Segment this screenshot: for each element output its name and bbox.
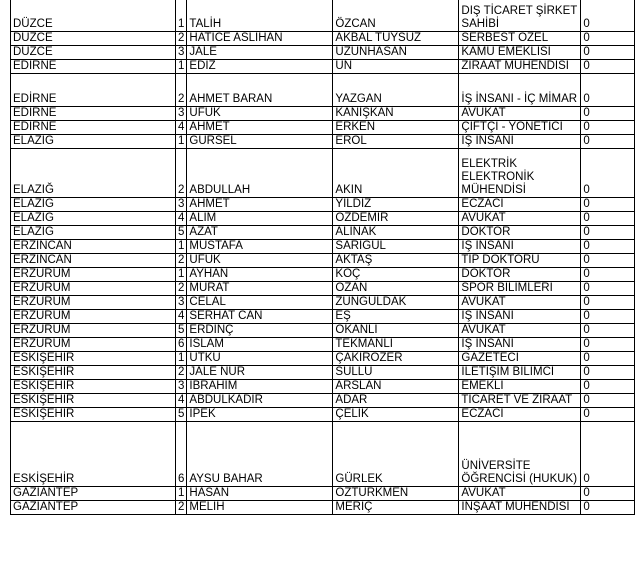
first-name-cell: UFUK [187,254,333,268]
value-cell: 0 [581,487,635,501]
profession-cell: EMEKLİ [459,380,581,394]
profession-cell: AVUKAT [459,212,581,226]
table-row [11,338,635,352]
list-number-cell: 3 [176,380,187,394]
profession-cell: İŞ İNSANI [459,240,581,254]
last-name-cell: GÜRLEK [333,422,459,487]
profession-cell: İŞ İNSANI [459,135,581,149]
province-cell: ESKİŞEHİR [11,422,176,487]
province-cell: DÜZCE [11,32,176,46]
first-name-cell: JALE NUR [187,366,333,380]
province-cell: DÜZCE [11,0,176,32]
last-name-cell: KANIŞKAN [333,107,459,121]
first-name-cell: ABDULLAH [187,149,333,198]
table-row [11,408,635,422]
table-row [11,74,635,107]
first-name-cell: ERDİNÇ [187,324,333,338]
first-name-cell: GÜRSEL [187,135,333,149]
last-name-cell: SARIGÜL [333,240,459,254]
last-name-cell: ERKEN [333,121,459,135]
value-cell: 0 [581,74,635,107]
list-number-cell: 4 [176,121,187,135]
value-cell: 0 [581,149,635,198]
last-name-cell: SÜLLÜ [333,366,459,380]
value-cell: 0 [581,32,635,46]
last-name-cell: KOÇ [333,268,459,282]
province-cell: ERZURUM [11,296,176,310]
value-cell: 0 [581,394,635,408]
first-name-cell: CELAL [187,296,333,310]
profession-cell: AVUKAT [459,324,581,338]
table-row [11,60,635,74]
first-name-cell: AYHAN [187,268,333,282]
last-name-cell: ADAR [333,394,459,408]
list-number-cell: 6 [176,338,187,352]
table-row [11,268,635,282]
table-row [11,46,635,60]
first-name-cell: MELİH [187,501,333,515]
table-row [11,240,635,254]
list-number-cell: 2 [176,149,187,198]
profession-cell: ECZACI [459,198,581,212]
value-cell: 0 [581,46,635,60]
list-number-cell: 2 [176,74,187,107]
list-number-cell: 5 [176,408,187,422]
profession-cell: İNŞAAT MÜHENDİSİ [459,501,581,515]
last-name-cell: TEKMANLI [333,338,459,352]
first-name-cell: İPEK [187,408,333,422]
list-number-cell: 2 [176,282,187,296]
province-cell: ERZURUM [11,310,176,324]
value-cell: 0 [581,352,635,366]
list-number-cell: 1 [176,0,187,32]
value-cell: 0 [581,107,635,121]
value-cell: 0 [581,60,635,74]
first-name-cell: EDİZ [187,60,333,74]
profession-cell: ÇİFTÇİ - YÖNETİCİ [459,121,581,135]
table-row [11,254,635,268]
first-name-cell: ABDÜLKADİR [187,394,333,408]
first-name-cell: AZAT [187,226,333,240]
value-cell: 0 [581,296,635,310]
last-name-cell: ALINAK [333,226,459,240]
table-row [11,212,635,226]
province-cell: ESKİŞEHİR [11,352,176,366]
province-cell: ESKİŞEHİR [11,394,176,408]
last-name-cell: EŞ [333,310,459,324]
profession-cell: SPOR BİLİMLERİ [459,282,581,296]
province-cell: ERZİNCAN [11,254,176,268]
value-cell: 0 [581,380,635,394]
first-name-cell: AHMET [187,198,333,212]
last-name-cell: YILDIZ [333,198,459,212]
profession-cell: KAMU EMEKLİSİ [459,46,581,60]
province-cell: ELAZIĞ [11,212,176,226]
first-name-cell: TALİH [187,0,333,32]
province-cell: ERZİNCAN [11,240,176,254]
list-number-cell: 5 [176,226,187,240]
list-number-cell: 2 [176,254,187,268]
province-cell: ERZURUM [11,324,176,338]
list-number-cell: 6 [176,422,187,487]
province-cell: EDİRNE [11,107,176,121]
first-name-cell: SERHAT CAN [187,310,333,324]
last-name-cell: EROL [333,135,459,149]
first-name-cell: AHMET [187,121,333,135]
table-row [11,198,635,212]
province-cell: ERZURUM [11,338,176,352]
value-cell: 0 [581,226,635,240]
list-number-cell: 1 [176,487,187,501]
table-row [11,501,635,515]
province-cell: EDİRNE [11,74,176,107]
province-cell: ELAZIĞ [11,135,176,149]
profession-cell: İLETİŞİM BİLİMCİ [459,366,581,380]
province-cell: ERZURUM [11,268,176,282]
last-name-cell: MERİÇ [333,501,459,515]
value-cell: 0 [581,268,635,282]
list-number-cell: 1 [176,268,187,282]
list-number-cell: 1 [176,135,187,149]
first-name-cell: ALIM [187,212,333,226]
profession-cell: DOKTOR [459,268,581,282]
candidate-table-body [11,0,635,515]
province-cell: GAZİANTEP [11,487,176,501]
table-row [11,135,635,149]
list-number-cell: 3 [176,46,187,60]
value-cell: 0 [581,366,635,380]
table-row [11,422,635,487]
last-name-cell: OKANLI [333,324,459,338]
first-name-cell: İSLAM [187,338,333,352]
first-name-cell: HASAN [187,487,333,501]
first-name-cell: MURAT [187,282,333,296]
value-cell: 0 [581,310,635,324]
list-number-cell: 3 [176,107,187,121]
value-cell: 0 [581,408,635,422]
province-cell: ELAZIĞ [11,198,176,212]
table-row [11,226,635,240]
value-cell: 0 [581,254,635,268]
value-cell: 0 [581,501,635,515]
last-name-cell: AKTAŞ [333,254,459,268]
value-cell: 0 [581,282,635,296]
last-name-cell: YAZGAN [333,74,459,107]
table-row [11,324,635,338]
province-cell: GAZİANTEP [11,501,176,515]
value-cell: 0 [581,212,635,226]
profession-cell: DIŞ TİCARET ŞİRKET SAHİBİ [459,0,581,32]
last-name-cell: ÜN [333,60,459,74]
list-number-cell: 2 [176,501,187,515]
last-name-cell: ÇAKIRÖZER [333,352,459,366]
value-cell: 0 [581,338,635,352]
table-row [11,0,635,32]
value-cell: 0 [581,324,635,338]
profession-cell: ÜNİVERSİTE ÖĞRENCİSİ (HUKUK) [459,422,581,487]
table-row [11,380,635,394]
value-cell: 0 [581,240,635,254]
profession-cell: İŞ İNSANI [459,338,581,352]
list-number-cell: 2 [176,366,187,380]
province-cell: ESKİŞEHİR [11,408,176,422]
first-name-cell: AHMET BARAN [187,74,333,107]
table-row [11,487,635,501]
last-name-cell: AKIN [333,149,459,198]
table-row [11,149,635,198]
table-row [11,32,635,46]
last-name-cell: ARSLAN [333,380,459,394]
value-cell: 0 [581,198,635,212]
profession-cell: ECZACI [459,408,581,422]
list-number-cell: 4 [176,310,187,324]
value-cell: 0 [581,121,635,135]
last-name-cell: UZUNHASAN [333,46,459,60]
last-name-cell: ÖZDEMİR [333,212,459,226]
first-name-cell: HATİCE ASLIHAN [187,32,333,46]
profession-cell: İŞ İNSANI - İÇ MİMAR [459,74,581,107]
last-name-cell: AKBAL TÜYSÜZ [333,32,459,46]
list-number-cell: 3 [176,198,187,212]
list-number-cell: 1 [176,60,187,74]
last-name-cell: ÖZCAN [333,0,459,32]
table-row [11,366,635,380]
profession-cell: AVUKAT [459,487,581,501]
profession-cell: GAZETECİ [459,352,581,366]
profession-cell: TİCARET VE ZİRAAT [459,394,581,408]
value-cell: 0 [581,135,635,149]
province-cell: ELAZIĞ [11,149,176,198]
first-name-cell: MUSTAFA [187,240,333,254]
last-name-cell: ZUNGULDAK [333,296,459,310]
profession-cell: DOKTOR [459,226,581,240]
profession-cell: ELEKTRİK ELEKTRONİK MÜHENDİSİ [459,149,581,198]
province-cell: ESKİŞEHİR [11,366,176,380]
first-name-cell: AYSU BAHAR [187,422,333,487]
value-cell: 0 [581,422,635,487]
first-name-cell: JALE [187,46,333,60]
province-cell: EDİRNE [11,121,176,135]
province-cell: ERZURUM [11,282,176,296]
list-number-cell: 5 [176,324,187,338]
list-number-cell: 4 [176,394,187,408]
list-number-cell: 3 [176,296,187,310]
list-number-cell: 4 [176,212,187,226]
table-row [11,121,635,135]
table-row [11,310,635,324]
province-cell: DÜZCE [11,46,176,60]
list-number-cell: 2 [176,32,187,46]
value-cell: 0 [581,0,635,32]
last-name-cell: ÇELİK [333,408,459,422]
candidate-table [10,0,635,515]
table-row [11,282,635,296]
province-cell: EDİRNE [11,60,176,74]
table-row [11,296,635,310]
profession-cell: ZİRAAT MÜHENDİSİ [459,60,581,74]
profession-cell: AVUKAT [459,107,581,121]
last-name-cell: ÖZTÜRKMEN [333,487,459,501]
table-row [11,352,635,366]
profession-cell: TIP DOKTORU [459,254,581,268]
table-row [11,107,635,121]
list-number-cell: 1 [176,240,187,254]
list-number-cell: 1 [176,352,187,366]
last-name-cell: OZAN [333,282,459,296]
profession-cell: SERBEST ÖZEL [459,32,581,46]
table-row [11,394,635,408]
first-name-cell: UFUK [187,107,333,121]
first-name-cell: UTKU [187,352,333,366]
profession-cell: AVUKAT [459,296,581,310]
first-name-cell: İBRAHİM [187,380,333,394]
province-cell: ELAZIĞ [11,226,176,240]
profession-cell: İŞ İNSANI [459,310,581,324]
province-cell: ESKİŞEHİR [11,380,176,394]
